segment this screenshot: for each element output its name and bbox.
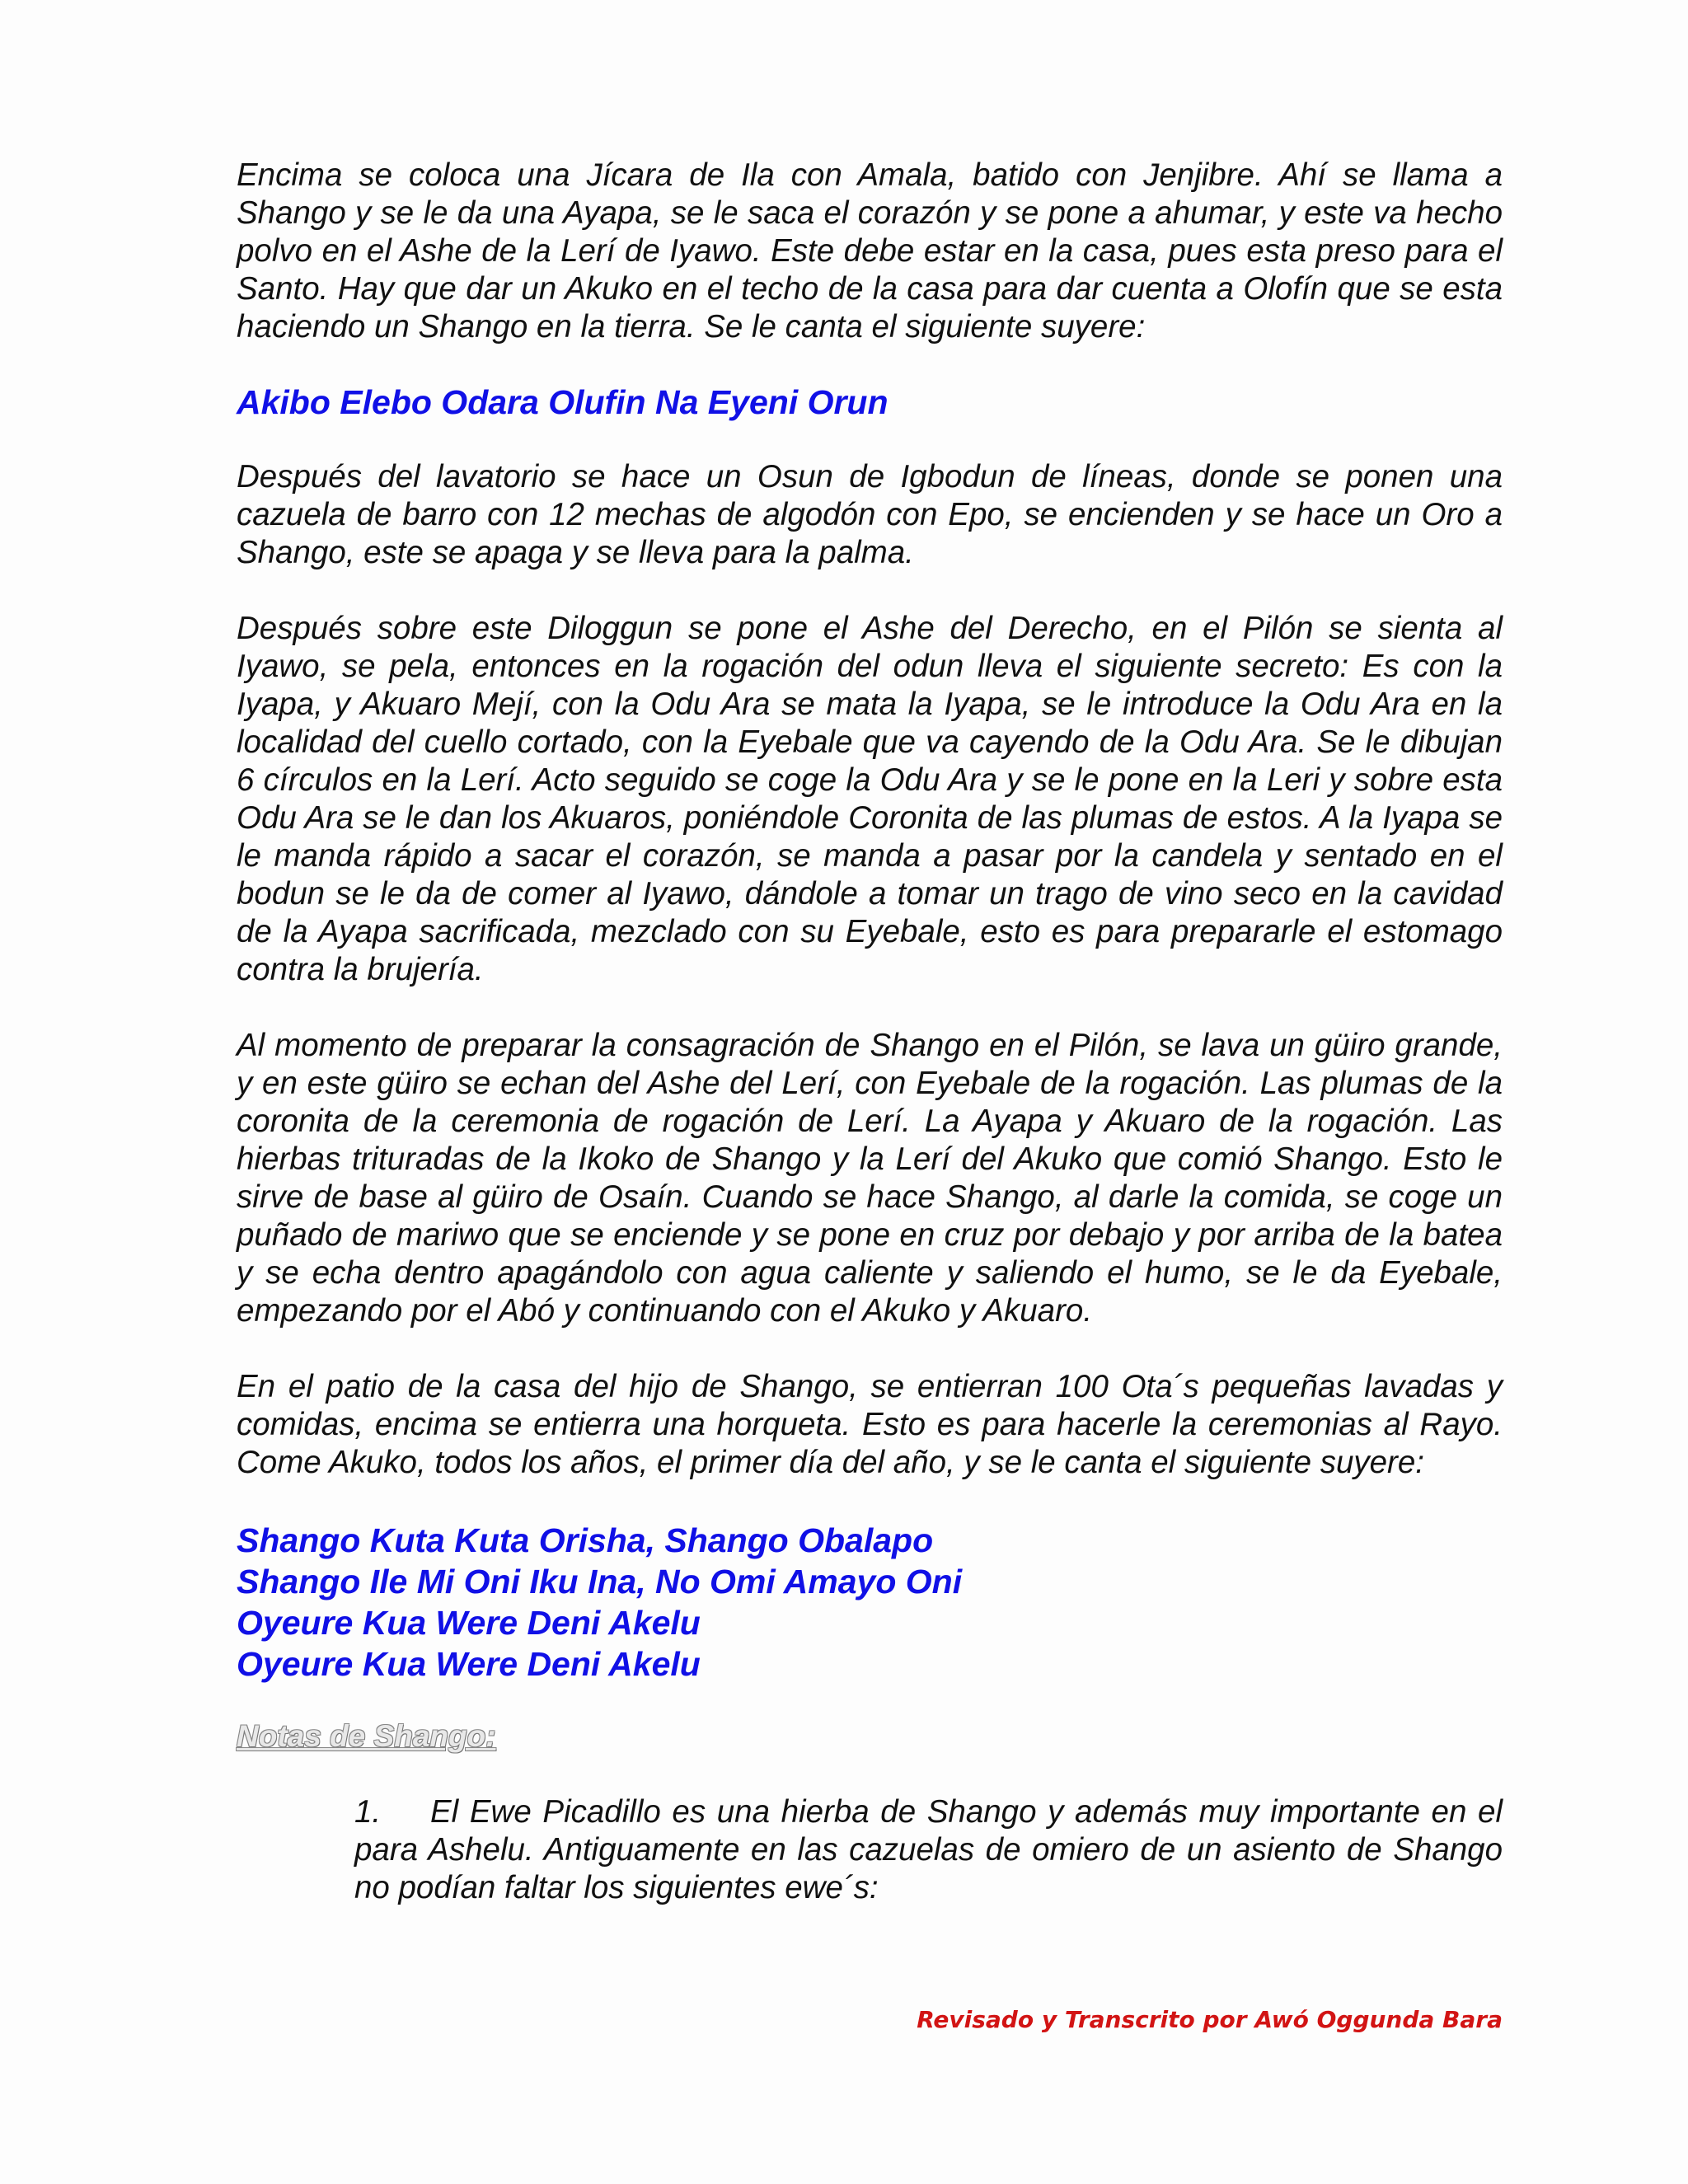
list-item xyxy=(237,1793,1503,1907)
paragraph-4: Al momento de preparar la consagración de Shango en el Pilón, se lava un güiro grande, y en este güiro se echan del Ashe del Lerí, con Eyebale de la rogación. Las plumas de la coronita de la ceremonia de rogación de Lerí. La Ayapa y Akuaro de la rogación. Las hierbas trituradas de la Ikoko de Shango y la Lerí del Akuko que comió Shango. Esto le sirve de base al güiro de Osaín. Cuando se hace Shango, al darle la comida, se coge un puñado de mariwo que se enciende y se pone en cruz por debajo y por arriba de la batea y se echa dentro apagándolo con agua caliente y saliendo el humo, se le da Eyebale, empezando por el Abó y continuando con el Akuko y Akuaro. xyxy=(237,1028,1503,1329)
chant-2-line: Shango Ile Mi Oni Iku Ina, No Omi Amayo Oni xyxy=(237,1563,963,1601)
chant-2 xyxy=(237,1520,1503,1685)
chant-2-line: Shango Kuta Kuta Orisha, Shango Obalapo xyxy=(237,1521,934,1559)
notes-heading: Notas de Shango: xyxy=(237,1719,496,1753)
list-item-number: 1. xyxy=(354,1794,382,1830)
chant-2-line: Oyeure Kua Were Deni Akelu xyxy=(237,1645,701,1683)
chant-1: Akibo Elebo Odara Olufin Na Eyeni Orun xyxy=(237,383,889,421)
footer-credit: Revisado y Transcrito por Awó Oggunda Bara xyxy=(917,2006,1503,2033)
chant-2-line: Oyeure Kua Were Deni Akelu xyxy=(237,1604,701,1642)
paragraph-1: Encima se coloca una Jícara de Ila con Amala, batido con Jenjibre. Ahí se llama a Shango y se le da una Ayapa, se le saca el corazón y se pone a ahumar, y este va hecho polvo en el Ashe de la Lerí de Iyawo. Este debe estar en la casa, pues esta preso para el Santo. Hay que dar un Akuko en el techo de la casa para dar cuenta a Olofín que se esta haciendo un Shango en la tierra. Se le canta el siguiente suyere: xyxy=(237,157,1503,344)
notes-list xyxy=(237,1793,1503,1907)
page-content xyxy=(237,157,1503,1907)
list-item-text: El Ewe Picadillo es una hierba de Shango y además muy importante en el para Ashelu. Antiguamente en las cazuelas de omiero de un asiento de Shango no podían faltar los siguientes ewe´s: xyxy=(354,1794,1503,1905)
paragraph-2: Después del lavatorio se hace un Osun de Igbodun de líneas, donde se ponen una cazuela de barro con 12 mechas de algodón con Epo, se encienden y se hace un Oro a Shango, este se apaga y se lleva para la palma. xyxy=(237,459,1503,570)
paragraph-5: En el patio de la casa del hijo de Shango, se entierran 100 Ota´s pequeñas lavadas y comidas, encima se entierra una horqueta. Esto es para hacerle la ceremonias al Rayo. Come Akuko, todos los años, el primer día del año, y se le canta el siguiente suyere: xyxy=(237,1369,1503,1480)
paragraph-3: Después sobre este Diloggun se pone el Ashe del Derecho, en el Pilón se sienta al Iyawo, se pela, entonces en la rogación del odun lleva el siguiente secreto: Es con la Iyapa, y Akuaro Mejí, con la Odu Ara se mata la Iyapa, se le introduce la Odu Ara en la localidad del cuello cortado, con la Eyebale que va cayendo de la Odu Ara. Se le dibujan 6 círculos en la Lerí. Acto seguido se coge la Odu Ara y se le pone en la Leri y sobre esta Odu Ara se le dan los Akuaros, poniéndole Coronita de las plumas de estos. A la Iyapa se le manda rápido a sacar el corazón, se manda a pasar por la candela y sentado en el bodun se le da de comer al Iyawo, dándole a tomar un trago de vino seco en la cavidad de la Ayapa sacrificada, mezclado con su Eyebale, esto es para prepararle el estomago contra la brujería. xyxy=(237,611,1503,987)
